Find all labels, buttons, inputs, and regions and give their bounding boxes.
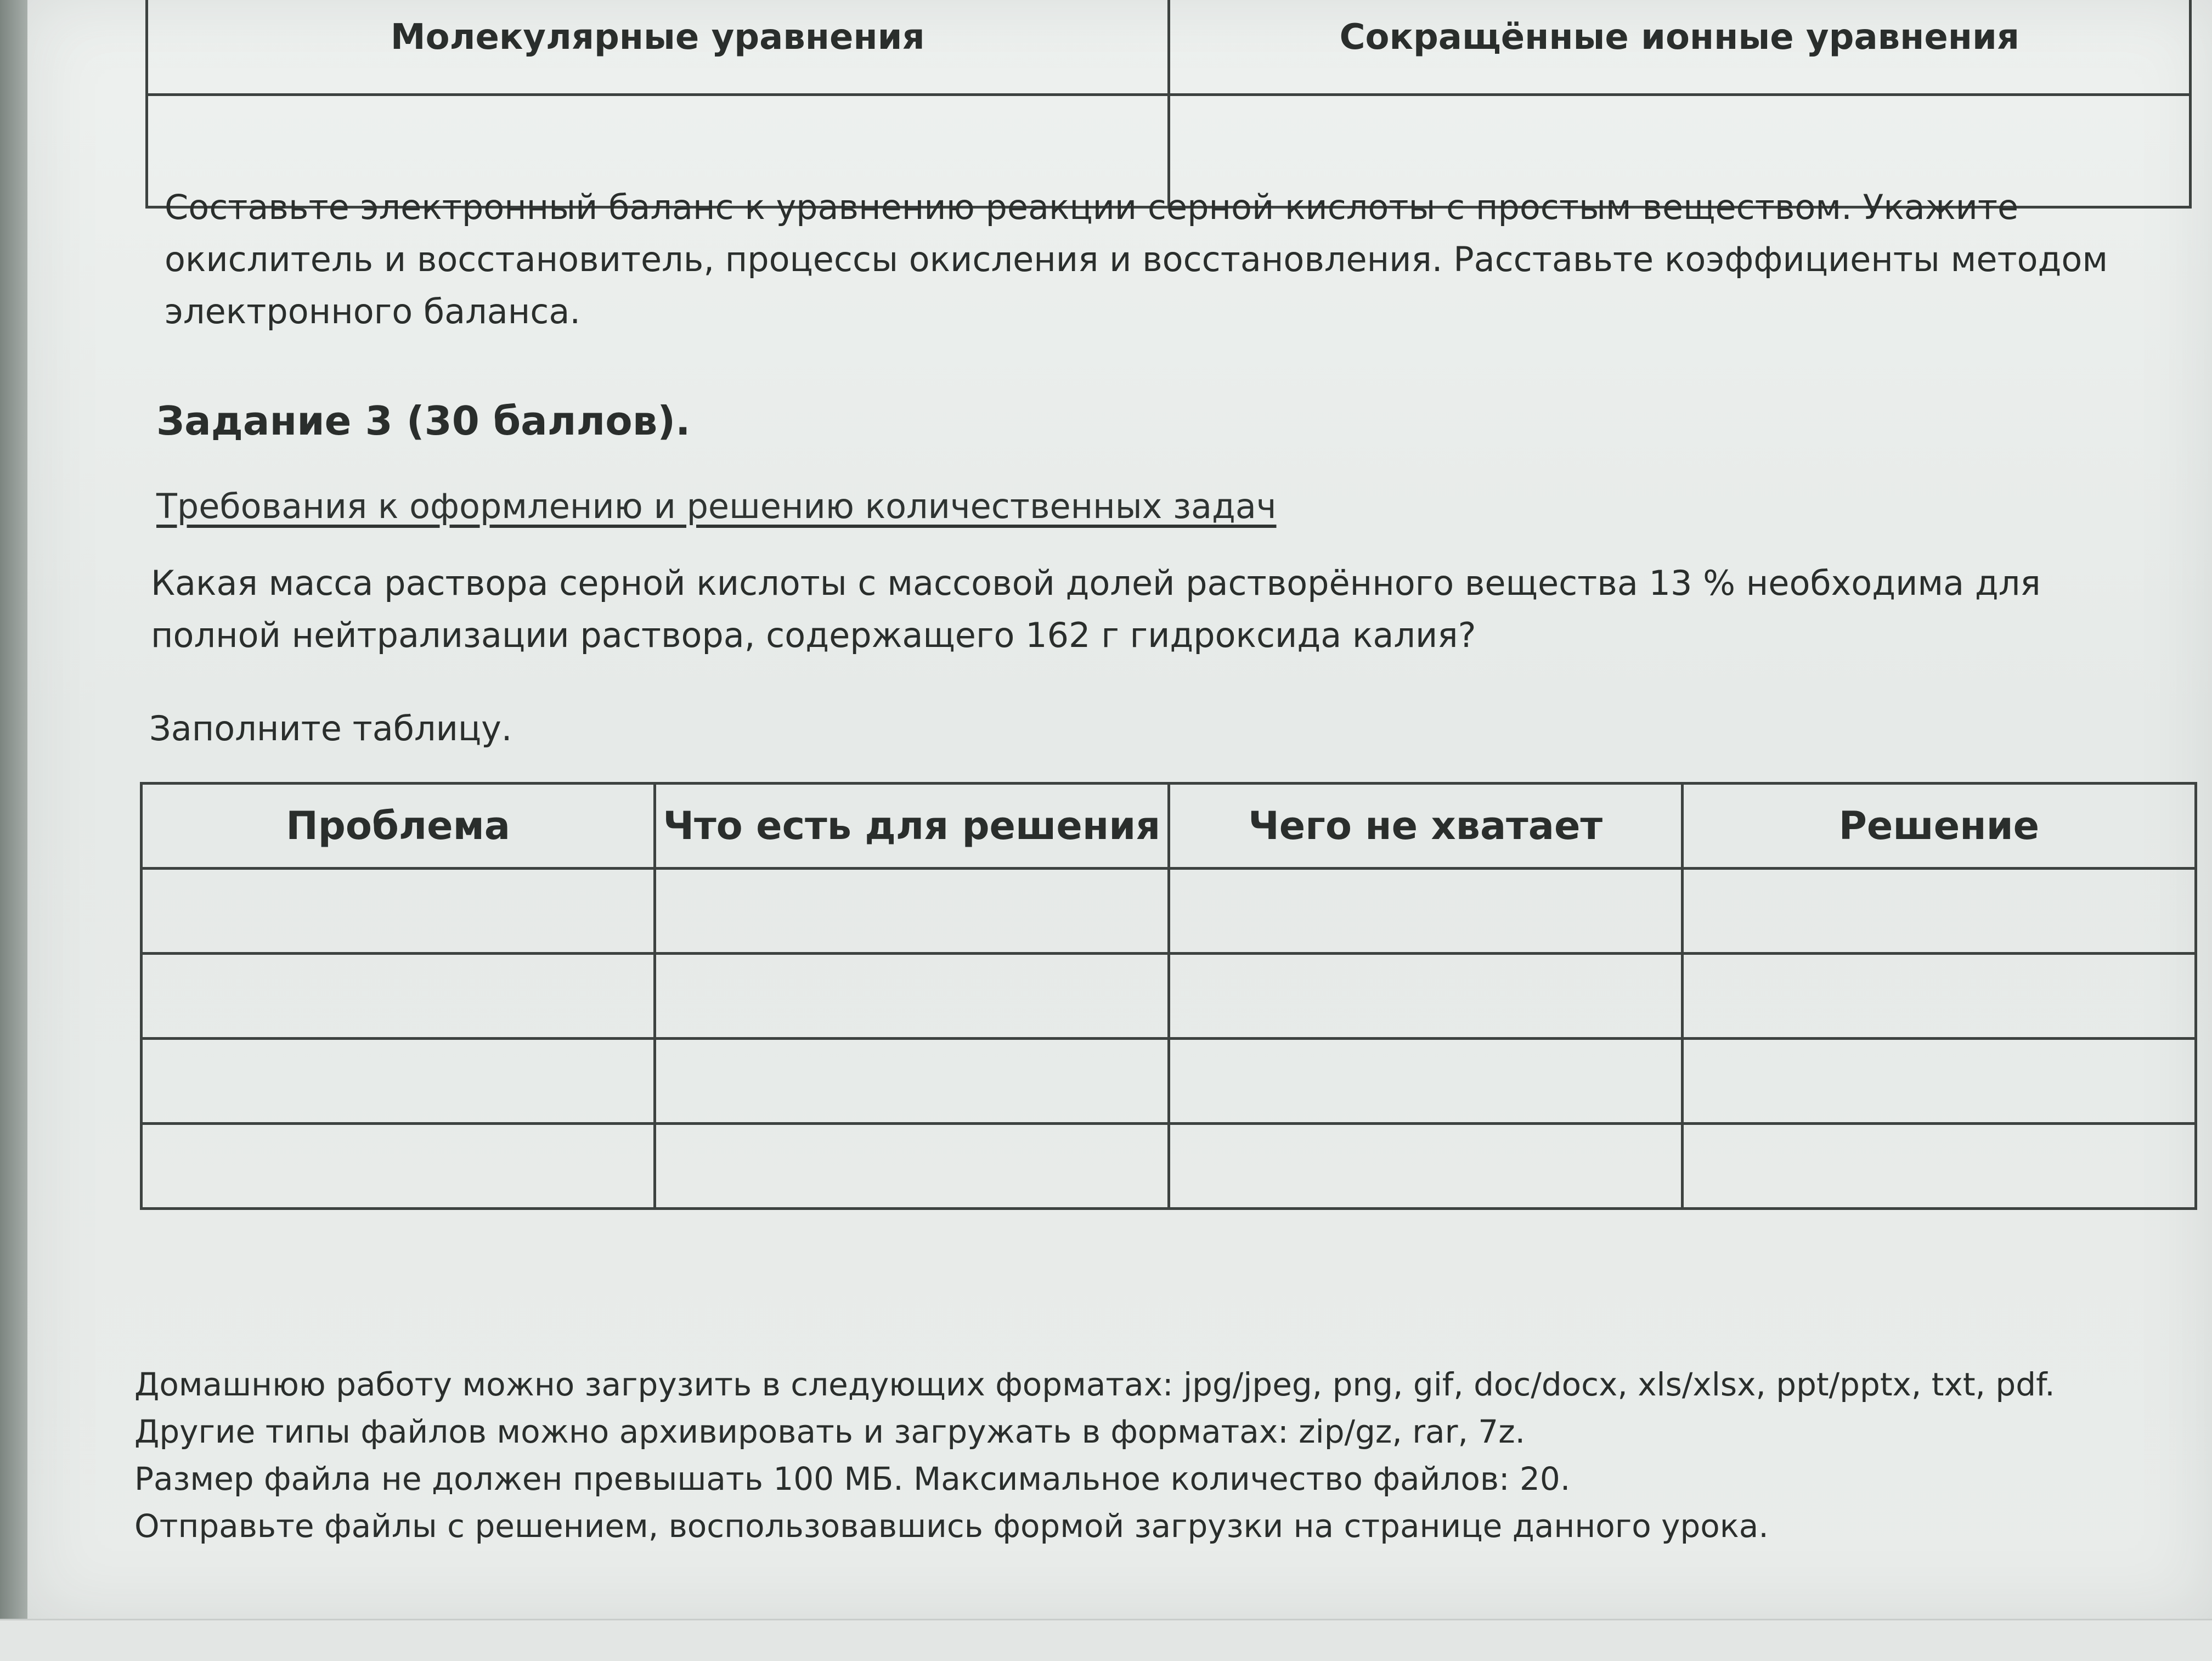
table-cell[interactable]	[655, 1039, 1169, 1124]
header-missing-data: Чего не хватает	[1169, 784, 1682, 869]
equations-header-row	[147, 0, 2191, 95]
equations-table	[145, 0, 2192, 209]
header-ionic-equations: Сокращённые ионные уравнения	[1169, 0, 2191, 95]
table-row	[142, 954, 2196, 1039]
table-cell[interactable]	[655, 954, 1169, 1039]
table-cell[interactable]	[142, 869, 655, 954]
table-cell[interactable]	[142, 1124, 655, 1209]
table-cell[interactable]	[1169, 869, 1682, 954]
table-cell[interactable]	[655, 869, 1169, 954]
table-cell[interactable]	[1169, 1039, 1682, 1124]
table-row	[142, 1039, 2196, 1124]
table-cell[interactable]	[142, 1039, 655, 1124]
table-row	[142, 1124, 2196, 1209]
table-cell[interactable]	[1169, 1124, 1682, 1209]
table-cell[interactable]	[142, 954, 655, 1039]
task-title: Задание 3 (30 баллов).	[156, 398, 691, 444]
header-problem: Проблема	[142, 784, 655, 869]
table-cell[interactable]	[1169, 954, 1682, 1039]
desk-edge	[0, 0, 27, 1619]
header-molecular-equations: Молекулярные уравнения	[147, 0, 1169, 95]
table-cell[interactable]	[1682, 954, 2196, 1039]
table-cell[interactable]	[1682, 869, 2196, 954]
table-cell[interactable]	[655, 1124, 1169, 1209]
solution-header-row	[142, 784, 2196, 869]
table-cell[interactable]	[1682, 1124, 2196, 1209]
size-limit-line: Размер файла не должен превышать 100 МБ. Максимальное количество файлов: 20.	[134, 1460, 1571, 1497]
table-row	[142, 869, 2196, 954]
upload-formats-line: Домашнюю работу можно загрузить в следующих форматах: jpg/jpeg, png, gif, doc/docx, xls/xlsx, ppt/pptx, txt, pdf.	[134, 1366, 2055, 1403]
fill-table-prompt: Заполните таблицу.	[149, 708, 512, 748]
solution-table	[140, 782, 2197, 1210]
screen-bottom-edge	[0, 1619, 2212, 1661]
archive-formats-line: Другие типы файлов можно архивировать и загружать в форматах: zip/gz, rar, 7z.	[134, 1413, 1526, 1450]
table-cell[interactable]	[1682, 1039, 2196, 1124]
electron-balance-instruction: Составьте электронный баланс к уравнению реакции серной кислоты с простым веществом. Укажите окислитель и восстановитель, процессы окисления и восстановления. Расставьте коэффициенты методом электронного баланса.	[165, 187, 2108, 331]
upload-info	[134, 1361, 2164, 1550]
problem-statement: Какая масса раствора серной кислоты с массовой долей растворённого вещества 13 % необходима для полной нейтрализации раствора, содержащего 162 г гидроксида калия?	[151, 563, 2041, 655]
submit-instruction-line: Отправьте файлы с решением, воспользовавшись формой загрузки на странице данного урока.	[134, 1507, 1769, 1545]
requirements-link[interactable]: Требования к оформлению и решению количественных задач	[156, 486, 1277, 526]
worksheet-page	[27, 0, 2212, 1619]
header-available-data: Что есть для решения	[655, 784, 1169, 869]
header-solution: Решение	[1682, 784, 2196, 869]
